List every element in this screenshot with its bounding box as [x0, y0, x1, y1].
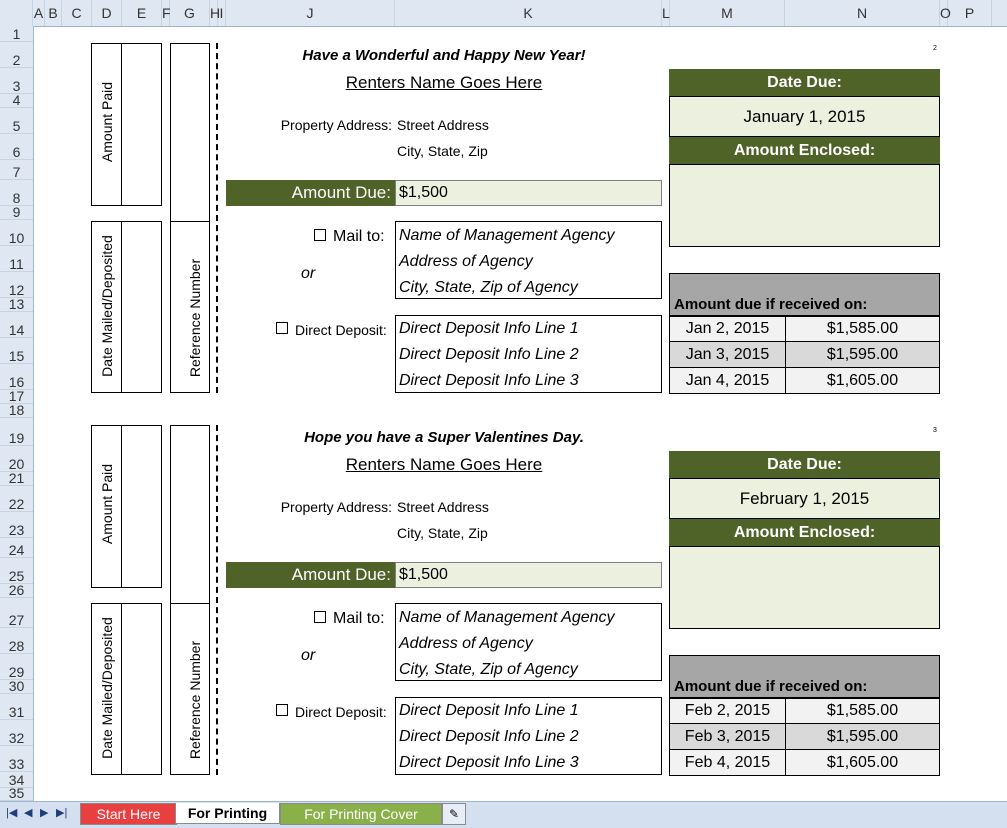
property-address-label: Property Address: [280, 499, 392, 515]
renter-name: Renters Name Goes Here [345, 73, 543, 92]
late-date: Jan 4, 2015 [669, 367, 786, 394]
mail-line: Name of Management Agency [399, 609, 615, 626]
column-header[interactable]: E [122, 0, 162, 26]
column-header[interactable]: N [785, 0, 940, 26]
last-sheet-icon[interactable]: ▶| [56, 807, 68, 819]
row-header[interactable]: 11 [0, 246, 33, 272]
mail-to-label: Mail to: [333, 610, 385, 627]
late-amount: $1,605.00 [785, 749, 940, 776]
row-header[interactable]: 35 [0, 788, 33, 801]
row-header[interactable]: 17 [0, 390, 33, 404]
column-header[interactable]: P [948, 0, 992, 26]
street-address: Street Address [397, 499, 489, 515]
or-label: or [301, 265, 316, 282]
row-header[interactable]: 9 [0, 206, 33, 220]
late-amount: $1,605.00 [785, 367, 940, 394]
date-due-header: Date Due: [669, 451, 940, 478]
box-divider [121, 425, 122, 588]
row-header[interactable]: 34 [0, 772, 33, 788]
row-header[interactable]: 20 [0, 446, 33, 472]
row-header-bar [0, 26, 34, 801]
direct-deposit-label: Direct Deposit: [295, 704, 387, 720]
city-state-zip: City, State, Zip [397, 525, 488, 541]
mail-to-label: Mail to: [333, 228, 385, 245]
row-header[interactable]: 2 [0, 42, 33, 68]
column-header[interactable]: B [45, 0, 62, 26]
late-amount: $1,595.00 [785, 341, 940, 368]
row-header[interactable]: 10 [0, 220, 33, 246]
prev-sheet-icon[interactable]: ◀ [24, 807, 33, 819]
row-header[interactable]: 14 [0, 312, 33, 338]
late-date: Jan 2, 2015 [669, 316, 786, 342]
column-header[interactable]: J [226, 0, 395, 26]
column-header[interactable]: F [162, 0, 170, 26]
column-header[interactable]: C [62, 0, 92, 26]
select-all-corner[interactable] [0, 0, 33, 26]
cut-line [216, 425, 218, 775]
greeting-message: Have a Wonderful and Happy New Year! [302, 47, 586, 64]
row-header[interactable]: 6 [0, 134, 33, 160]
late-amount: $1,585.00 [785, 698, 940, 724]
amount-enclosed-box[interactable] [669, 164, 940, 247]
street-address: Street Address [397, 117, 489, 133]
box-divider [170, 221, 210, 222]
box-divider [121, 221, 122, 393]
row-header[interactable]: 33 [0, 746, 33, 772]
row-header[interactable]: 13 [0, 298, 33, 312]
direct-deposit-checkbox[interactable] [276, 704, 288, 716]
row-header[interactable]: 15 [0, 338, 33, 364]
late-date: Feb 2, 2015 [669, 698, 786, 724]
column-header[interactable]: I [218, 0, 226, 26]
column-header[interactable]: D [92, 0, 122, 26]
column-header[interactable]: M [670, 0, 785, 26]
row-header[interactable]: 27 [0, 598, 33, 628]
row-header[interactable]: 3 [0, 68, 33, 94]
deposit-line: Direct Deposit Info Line 3 [399, 754, 579, 771]
mail-line: City, State, Zip of Agency [399, 279, 578, 296]
amount-enclosed-box[interactable] [669, 546, 940, 629]
amount-due-value[interactable]: $1,500 [395, 180, 662, 206]
row-header[interactable]: 8 [0, 180, 33, 206]
late-schedule-header: Amount due if received on: [669, 655, 940, 698]
row-header[interactable]: 32 [0, 720, 33, 746]
row-header[interactable]: 28 [0, 628, 33, 654]
row-header[interactable]: 25 [0, 558, 33, 584]
row-header[interactable]: 7 [0, 160, 33, 180]
city-state-zip: City, State, Zip [397, 143, 488, 159]
late-amount: $1,585.00 [785, 316, 940, 342]
late-date: Feb 3, 2015 [669, 723, 786, 750]
late-date: Jan 3, 2015 [669, 341, 786, 368]
or-label: or [301, 647, 316, 664]
row-header[interactable]: 23 [0, 512, 33, 538]
row-header[interactable]: 24 [0, 538, 33, 558]
deposit-line: Direct Deposit Info Line 1 [399, 702, 579, 719]
renter-name: Renters Name Goes Here [345, 455, 543, 474]
mail-line: City, State, Zip of Agency [399, 661, 578, 678]
sheet-tab-bar [0, 801, 1007, 828]
late-amount: $1,595.00 [785, 723, 940, 750]
amount-due-label: Amount Due: [226, 562, 395, 588]
late-date: Feb 4, 2015 [669, 749, 786, 776]
mail-line: Address of Agency [399, 253, 533, 270]
reference-number-label: Reference Number [187, 640, 203, 760]
page-number: 3 [933, 427, 937, 434]
row-header[interactable]: 16 [0, 364, 33, 390]
row-header[interactable]: 5 [0, 108, 33, 134]
first-sheet-icon[interactable]: |◀ [6, 807, 18, 819]
column-header[interactable]: O [940, 0, 948, 26]
greeting-message: Hope you have a Super Valentines Day. [304, 429, 584, 446]
row-header[interactable]: 4 [0, 94, 33, 108]
box-divider [121, 603, 122, 775]
box-divider [170, 603, 210, 604]
column-header[interactable]: K [395, 0, 662, 26]
row-header[interactable]: 1 [0, 26, 33, 42]
property-address-label: Property Address: [280, 117, 392, 133]
row-header[interactable]: 18 [0, 404, 33, 418]
next-sheet-icon[interactable]: ▶ [40, 807, 49, 819]
deposit-line: Direct Deposit Info Line 2 [399, 728, 579, 745]
amount-paid-label: Amount Paid [99, 463, 115, 545]
row-header[interactable]: 30 [0, 680, 33, 694]
deposit-line: Direct Deposit Info Line 2 [399, 346, 579, 363]
column-header[interactable]: A [33, 0, 45, 26]
column-header-bar [0, 0, 1007, 27]
deposit-line: Direct Deposit Info Line 1 [399, 320, 579, 337]
row-header[interactable]: 22 [0, 486, 33, 512]
row-header[interactable]: 26 [0, 584, 33, 598]
date-due-value[interactable]: February 1, 2015 [669, 478, 940, 519]
deposit-line: Direct Deposit Info Line 3 [399, 372, 579, 389]
date-due-header: Date Due: [669, 69, 940, 96]
reference-number-label: Reference Number [187, 258, 203, 378]
page-number: 2 [933, 45, 937, 52]
direct-deposit-label: Direct Deposit: [295, 322, 387, 338]
mail-to-checkbox[interactable] [314, 611, 326, 623]
date-mailed-label: Date Mailed/Deposited [99, 617, 115, 759]
row-header[interactable]: 21 [0, 472, 33, 486]
tab-start-here[interactable]: Start Here [80, 803, 177, 825]
mail-line: Name of Management Agency [399, 227, 615, 244]
mail-to-checkbox[interactable] [314, 229, 326, 241]
row-header[interactable]: 29 [0, 654, 33, 680]
mail-line: Address of Agency [399, 635, 533, 652]
date-due-value[interactable]: January 1, 2015 [669, 96, 940, 137]
box-divider [121, 43, 122, 206]
column-header[interactable]: G [170, 0, 210, 26]
insert-sheet-icon[interactable]: ✎ [442, 803, 466, 825]
late-schedule-header: Amount due if received on: [669, 273, 940, 316]
row-header[interactable]: 31 [0, 694, 33, 720]
row-header[interactable]: 19 [0, 418, 33, 446]
column-header[interactable]: L [662, 0, 670, 26]
column-header[interactable]: H [210, 0, 218, 26]
direct-deposit-checkbox[interactable] [276, 322, 288, 334]
tab-for-printing-cover[interactable]: For Printing Cover [280, 803, 442, 825]
amount-enclosed-header: Amount Enclosed: [669, 137, 940, 164]
amount-paid-label: Amount Paid [99, 81, 115, 163]
date-mailed-label: Date Mailed/Deposited [99, 235, 115, 377]
row-header[interactable]: 12 [0, 272, 33, 298]
amount-due-label: Amount Due: [226, 180, 395, 206]
amount-enclosed-header: Amount Enclosed: [669, 519, 940, 546]
cut-line [216, 43, 218, 393]
tab-for-printing[interactable]: For Printing [175, 803, 280, 824]
amount-due-value[interactable]: $1,500 [395, 562, 662, 588]
